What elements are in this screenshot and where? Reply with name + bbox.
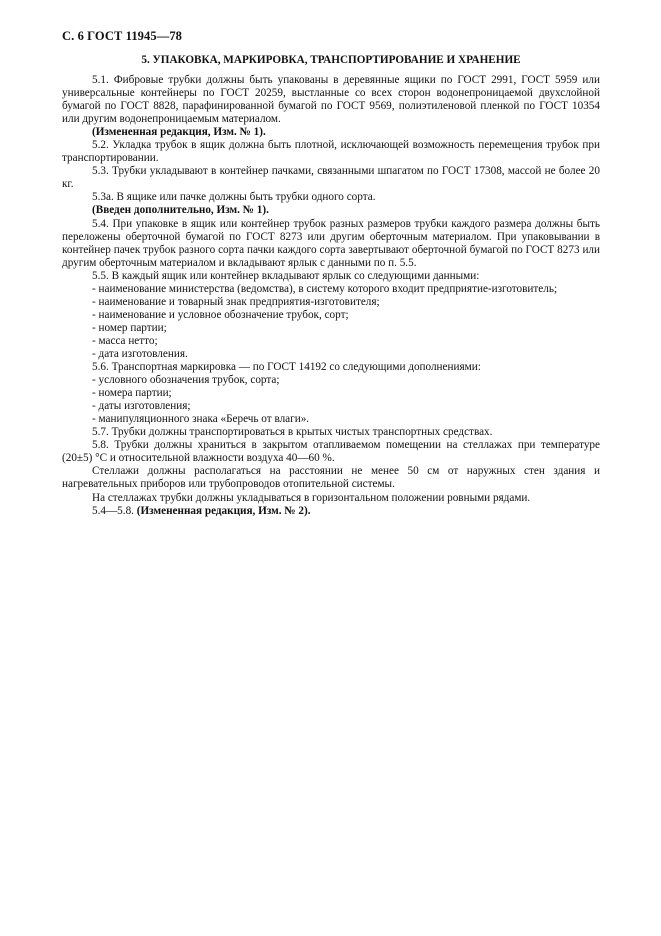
- list-item: - наименование министерства (ведомства), в систему которого входит предприятие-изготовитель;: [92, 282, 558, 295]
- paragraph-5-1: 5.1. Фибровые трубки должны быть упакованы в деревянные ящики по ГОСТ 2991, ГОСТ 5959 или универсальные контейнеры по ГОСТ 20259, выстланные со всех сторон водонепроницаемой двухслойной бумагой по ГОСТ 8828, парафинированной бумагой по ГОСТ 9569, полиэтиленовой пленкой по ГОСТ 10354 или другим водонепроницаемым материалом.: [62, 74, 600, 126]
- list-item: - дата изготовления.: [92, 347, 188, 360]
- amendment-note-3: [62, 505, 600, 518]
- paragraph-5-8-stacking: На стеллажах трубки должны укладываться в горизонтальном положении ровными рядами.: [92, 491, 531, 504]
- amendment-note-1: (Измененная редакция, Изм. № 1).: [92, 126, 266, 139]
- list-item: - масса нетто;: [92, 334, 158, 347]
- list-item: - манипуляционного знака «Беречь от влаги».: [92, 413, 310, 426]
- list-item: - номера партии;: [92, 387, 172, 400]
- list-item: - номер партии;: [92, 321, 167, 334]
- paragraph-5-8-shelves: Стеллажи должны располагаться на расстоянии не менее 50 см от наружных стен здания и нагревательных приборов или трубопроводов отопительной системы.: [62, 465, 600, 491]
- page-header: С. 6 ГОСТ 11945—78: [62, 29, 183, 43]
- list-item: - наименование и товарный знак предприятия-изготовителя;: [92, 295, 380, 308]
- list-item: - условного обозначения трубок, сорта;: [92, 374, 280, 387]
- section-title: 5. УПАКОВКА, МАРКИРОВКА, ТРАНСПОРТИРОВАНИЕ И ХРАНЕНИЕ: [141, 54, 521, 66]
- amendment-note-2: (Введен дополнительно, Изм. № 1).: [92, 204, 269, 217]
- paragraph-5-3: 5.3. Трубки укладывают в контейнер пачками, связанными шпагатом по ГОСТ 17308, массой не более 20 кг.: [62, 165, 600, 191]
- paragraph-5-6: 5.6. Транспортная маркировка — по ГОСТ 14192 со следующими дополнениями:: [92, 361, 481, 374]
- paragraph-5-7: 5.7. Трубки должны транспортироваться в крытых чистых транспортных средствах.: [92, 426, 493, 439]
- paragraph-5-5: 5.5. В каждый ящик или контейнер вкладывают ярлык со следующими данными:: [92, 269, 480, 282]
- list-item: - даты изготовления;: [92, 400, 191, 413]
- paragraph-5-4: 5.4. При упаковке в ящик или контейнер трубок разных размеров трубки каждого размера должны быть переложены оберточной бумагой по ГОСТ 8273 или другим оберточным материалом. При упаковывании в контейнер пачек трубок разного сорта пачки каждого сорта завертывают оберточной бумагой по ГОСТ 8273 или другим оберточным материалом и вкладывают ярлык с данными по п. 5.5.: [62, 217, 600, 269]
- amendment-ref: 5.4—5.8.: [92, 504, 134, 517]
- amendment-text: (Измененная редакция, Изм. № 2).: [136, 504, 311, 517]
- paragraph-5-3a: 5.3а. В ящике или пачке должны быть трубки одного сорта.: [92, 191, 376, 204]
- paragraph-5-8: 5.8. Трубки должны храниться в закрытом отапливаемом помещении на стеллажах при температуре (20±5) °С и относительной влажности воздуха 40—60 %.: [62, 439, 600, 465]
- paragraph-5-2: 5.2. Укладка трубок в ящик должна быть плотной, исключающей возможность перемещения трубок при транспортировании.: [62, 139, 600, 165]
- document-body: [62, 74, 600, 518]
- list-item: - наименование и условное обозначение трубок, сорт;: [92, 308, 349, 321]
